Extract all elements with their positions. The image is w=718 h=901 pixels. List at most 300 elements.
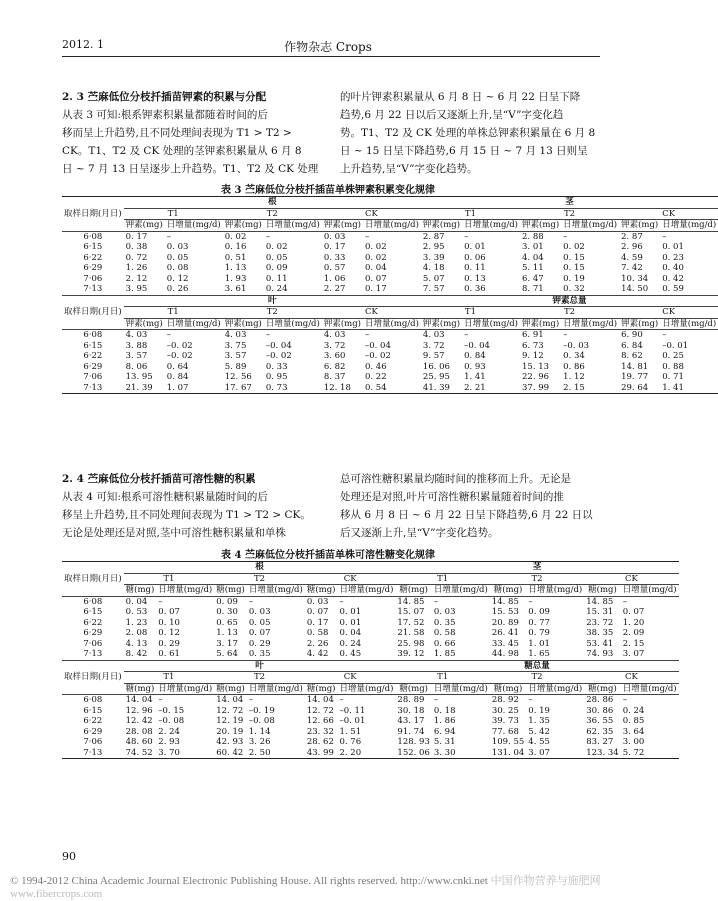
value-cell: 0. 34 bbox=[563, 351, 585, 361]
value-cell: 0. 02 bbox=[364, 242, 387, 252]
table-row bbox=[62, 330, 718, 341]
value-cell: 1. 20 bbox=[622, 617, 645, 628]
table-row bbox=[62, 341, 718, 352]
value-cell: 17. 67 bbox=[224, 382, 252, 393]
value-cell: 60. 42 bbox=[216, 747, 244, 758]
treatment-header: T1 bbox=[124, 307, 223, 319]
value-cell: – bbox=[622, 596, 627, 607]
treatment-header: T2 bbox=[490, 573, 584, 585]
value-cell: 22. 96 bbox=[522, 372, 550, 382]
column-header: 钾素(mg) bbox=[422, 220, 461, 230]
treatment-header: CK bbox=[305, 573, 396, 585]
table-row bbox=[62, 695, 679, 706]
text-line: 总可溶性糖积累量均随时间的推移而上升。无论是 bbox=[340, 473, 571, 485]
value-cell: –0. 11 bbox=[339, 705, 366, 716]
column-header: 日增量(mg/d) bbox=[364, 220, 419, 230]
column-header: 糖(mg) bbox=[306, 683, 336, 694]
text-line: 日 ~ 15 日呈下降趋势,6 月 15 日 ~ 7 月 13 日则呈 bbox=[340, 145, 588, 157]
value-cell: 4. 03 bbox=[323, 330, 346, 340]
column-header: 日增量(mg/d) bbox=[158, 683, 213, 694]
table-row bbox=[62, 748, 679, 759]
value-cell: –0. 19 bbox=[248, 705, 275, 716]
column-header: 日增量(mg/d) bbox=[166, 318, 221, 329]
table-row bbox=[62, 706, 679, 717]
value-cell: 9. 12 bbox=[522, 351, 544, 361]
value-cell: 0. 12 bbox=[166, 273, 189, 284]
column-header: 钾素(mg) bbox=[224, 318, 262, 329]
value-cell: 4. 03 bbox=[224, 330, 247, 340]
value-cell: 0. 02 bbox=[265, 242, 288, 252]
table-row bbox=[62, 727, 679, 738]
value-cell: 14. 50 bbox=[621, 284, 649, 294]
value-cell: 0. 93 bbox=[464, 361, 486, 372]
value-cell: 1. 41 bbox=[662, 382, 684, 393]
value-cell: 36. 55 bbox=[586, 716, 614, 726]
value-cell: 4. 04 bbox=[522, 252, 544, 263]
value-cell: 12. 18 bbox=[323, 382, 351, 393]
column-header: 日增量(mg/d) bbox=[433, 585, 488, 595]
footer bbox=[10, 872, 656, 900]
value-cell: 0. 64 bbox=[166, 361, 189, 372]
value-cell: 0. 24 bbox=[339, 638, 362, 649]
value-cell: 1. 51 bbox=[339, 726, 362, 737]
value-cell: 0. 95 bbox=[265, 372, 288, 382]
treatment-header: CK bbox=[584, 573, 678, 585]
column-header: 钾素(mg) bbox=[422, 318, 461, 329]
text-line: 从表 3 可知:根系钾素积累量都随着时间的后 bbox=[62, 109, 268, 121]
value-cell: 2. 21 bbox=[464, 382, 486, 393]
treatment-header: CK bbox=[322, 307, 421, 319]
column-header: 糖(mg) bbox=[216, 585, 245, 595]
table-row bbox=[62, 372, 718, 383]
value-cell: 7. 42 bbox=[621, 263, 643, 273]
column-header: 日增量(mg/d) bbox=[166, 220, 221, 230]
group-header: 茎 bbox=[395, 562, 678, 574]
date-cell: 7·06 bbox=[83, 273, 103, 284]
value-cell: 0. 45 bbox=[339, 649, 362, 659]
table-row bbox=[62, 253, 718, 264]
value-cell: 17. 52 bbox=[397, 617, 425, 628]
date-cell: 6·22 bbox=[83, 716, 103, 726]
value-cell: 43. 99 bbox=[306, 747, 334, 758]
value-cell: 4. 18 bbox=[422, 263, 445, 273]
value-cell: –0. 02 bbox=[364, 351, 391, 361]
value-cell: 0. 16 bbox=[224, 242, 247, 252]
value-cell: 109. 55 bbox=[491, 737, 525, 747]
value-cell: 0. 13 bbox=[464, 273, 486, 284]
value-cell: 28. 86 bbox=[586, 695, 614, 705]
value-cell: 0. 22 bbox=[364, 372, 387, 382]
value-cell: 0. 01 bbox=[464, 242, 486, 252]
value-cell: 0. 09 bbox=[528, 607, 550, 617]
value-cell: 0. 03 bbox=[248, 607, 271, 617]
value-cell: 0. 10 bbox=[158, 617, 180, 628]
column-header: 糖(mg) bbox=[395, 683, 431, 695]
value-cell: – bbox=[528, 596, 533, 607]
text-line: 上升趋势,呈“V”字变化趋势。 bbox=[340, 163, 478, 175]
date-cell: 6·08 bbox=[83, 695, 103, 705]
value-cell: 5. 72 bbox=[622, 747, 645, 758]
value-cell: 0. 19 bbox=[563, 273, 585, 284]
value-cell: 0. 24 bbox=[265, 284, 288, 294]
value-cell: 0. 07 bbox=[306, 607, 329, 617]
table-row bbox=[62, 242, 718, 253]
value-cell: 0. 66 bbox=[433, 638, 456, 649]
value-cell: 0. 09 bbox=[216, 596, 238, 607]
row-label-header: 取样日期(月日) bbox=[64, 307, 122, 317]
date-cell: 6·22 bbox=[83, 617, 103, 628]
value-cell: 3. 26 bbox=[248, 737, 271, 747]
value-cell: 0. 08 bbox=[166, 263, 189, 273]
value-cell: 0. 04 bbox=[364, 263, 387, 273]
value-cell: – bbox=[265, 330, 271, 340]
table-row bbox=[62, 274, 718, 285]
value-cell: 3. 60 bbox=[323, 351, 346, 361]
value-cell: 28. 62 bbox=[306, 737, 334, 747]
value-cell: 28. 89 bbox=[397, 695, 425, 705]
column-header: 钾素(mg) bbox=[621, 220, 659, 230]
column-header: 钾素(mg) bbox=[522, 318, 560, 329]
date-cell: 6·22 bbox=[83, 351, 103, 361]
value-cell: 44. 98 bbox=[491, 649, 519, 659]
value-cell: 2. 12 bbox=[125, 273, 148, 284]
value-cell: 0. 73 bbox=[265, 382, 288, 393]
date-cell: 6·22 bbox=[83, 252, 103, 263]
group-header: 叶 bbox=[124, 660, 396, 672]
column-header: 糖(mg) bbox=[395, 585, 431, 597]
date-cell: 7·13 bbox=[83, 649, 103, 659]
treatment-header: T1 bbox=[124, 208, 223, 220]
value-cell: 2. 27 bbox=[323, 284, 346, 294]
value-cell: 83. 27 bbox=[586, 737, 614, 747]
value-cell: 30. 18 bbox=[397, 705, 425, 716]
value-cell: 0. 17 bbox=[125, 231, 148, 242]
value-cell: 91. 74 bbox=[397, 726, 425, 737]
value-cell: 1. 23 bbox=[125, 617, 148, 628]
value-cell: 131. 04 bbox=[491, 747, 525, 758]
value-cell: 26. 41 bbox=[491, 628, 519, 638]
date-cell: 6·15 bbox=[83, 607, 103, 617]
value-cell: –0. 04 bbox=[364, 340, 391, 351]
value-cell: 25. 95 bbox=[422, 372, 450, 382]
value-cell: – bbox=[622, 695, 627, 705]
date-cell: 6·15 bbox=[83, 340, 103, 351]
value-cell: – bbox=[265, 231, 271, 242]
value-cell: 0. 17 bbox=[364, 284, 387, 294]
value-cell: 6. 73 bbox=[522, 340, 544, 351]
value-cell: 6. 47 bbox=[522, 273, 544, 284]
value-cell: 0. 26 bbox=[166, 284, 189, 294]
value-cell: – bbox=[662, 330, 667, 340]
value-cell: 8. 62 bbox=[621, 351, 643, 361]
text-line: 势。T1、T2 及 CK 处理的单株总钾素积累量在 6 月 8 bbox=[340, 127, 596, 139]
value-cell: 0. 18 bbox=[433, 705, 456, 716]
value-cell: 0. 03 bbox=[166, 242, 189, 252]
value-cell: 2. 24 bbox=[158, 726, 180, 737]
value-cell: 0. 03 bbox=[433, 607, 456, 617]
value-cell: 10. 34 bbox=[621, 273, 649, 284]
value-cell: 15. 13 bbox=[522, 361, 550, 372]
value-cell: 4. 13 bbox=[125, 638, 148, 649]
column-header: 钾素(mg) bbox=[522, 220, 560, 230]
value-cell: – bbox=[166, 330, 172, 340]
value-cell: 2. 08 bbox=[125, 628, 148, 638]
table-3 bbox=[62, 196, 718, 394]
column-header: 钾素(mg) bbox=[323, 318, 361, 329]
value-cell: 1. 35 bbox=[528, 716, 550, 726]
value-cell: 3. 01 bbox=[522, 242, 544, 252]
value-cell: 3. 72 bbox=[422, 340, 445, 351]
value-cell: 0. 01 bbox=[662, 242, 684, 252]
value-cell: 20. 89 bbox=[491, 617, 519, 628]
value-cell: –0. 04 bbox=[464, 340, 490, 351]
value-cell: 62. 35 bbox=[586, 726, 614, 737]
value-cell: 15. 53 bbox=[491, 607, 519, 617]
value-cell: 2. 88 bbox=[522, 231, 544, 242]
value-cell: 0. 42 bbox=[662, 273, 684, 284]
value-cell: –0. 02 bbox=[166, 351, 193, 361]
value-cell: 0. 17 bbox=[323, 242, 346, 252]
value-cell: 16. 06 bbox=[422, 361, 450, 372]
value-cell: 6. 94 bbox=[433, 726, 456, 737]
value-cell: 0. 12 bbox=[158, 628, 180, 638]
column-header: 日增量(mg/d) bbox=[563, 318, 618, 329]
value-cell: 30. 25 bbox=[491, 705, 519, 716]
table-row bbox=[62, 284, 718, 295]
value-cell: 0. 61 bbox=[158, 649, 180, 659]
column-header: 钾素(mg) bbox=[125, 318, 163, 329]
value-cell: – bbox=[248, 596, 254, 607]
treatment-header: CK bbox=[305, 672, 396, 684]
value-cell: 5. 42 bbox=[528, 726, 550, 737]
group-header: 根 bbox=[124, 562, 396, 574]
column-header: 日增量(mg/d) bbox=[622, 683, 677, 694]
column-header: 钾素(mg) bbox=[621, 318, 659, 329]
date-cell: 7·06 bbox=[83, 638, 103, 649]
treatment-header: T1 bbox=[421, 307, 520, 319]
value-cell: 13. 95 bbox=[125, 372, 153, 382]
value-cell: 0. 86 bbox=[563, 361, 585, 372]
footer-link[interactable]: http://www.cnki.net bbox=[400, 875, 488, 887]
date-cell: 7·13 bbox=[83, 747, 103, 758]
text-line: 从表 4 可知:根系可溶性糖积累量随时间的后 bbox=[62, 491, 268, 503]
date-cell: 6·08 bbox=[83, 596, 103, 607]
value-cell: –0. 04 bbox=[265, 340, 292, 351]
date-cell: 7·06 bbox=[83, 737, 103, 747]
treatment-header: T2 bbox=[214, 573, 305, 585]
value-cell: –0. 08 bbox=[158, 716, 185, 726]
treatment-header: T2 bbox=[490, 672, 584, 684]
value-cell: 0. 07 bbox=[364, 273, 387, 284]
table-row bbox=[62, 649, 679, 660]
value-cell: – bbox=[158, 596, 163, 607]
value-cell: 15. 07 bbox=[397, 607, 425, 617]
table-row bbox=[62, 628, 679, 639]
value-cell: 0. 23 bbox=[662, 252, 684, 263]
treatment-header: T2 bbox=[214, 672, 305, 684]
value-cell: 1. 01 bbox=[528, 638, 550, 649]
value-cell: 4. 59 bbox=[621, 252, 643, 263]
value-cell: 0. 07 bbox=[158, 607, 180, 617]
value-cell: – bbox=[433, 695, 439, 705]
watermark: 中国作物营养与施肥网 www.fibercrops.com bbox=[10, 875, 601, 900]
treatment-header: T1 bbox=[395, 672, 489, 684]
value-cell: –0. 02 bbox=[166, 340, 193, 351]
value-cell: 0. 02 bbox=[364, 252, 387, 263]
value-cell: 5. 07 bbox=[422, 273, 445, 284]
value-cell: 8. 42 bbox=[125, 649, 148, 659]
text-line: 移呈上升趋势,且不同处理间表现为 T1 > T2 > CK。 bbox=[62, 509, 311, 521]
table-3-caption: 表 3 苎麻低位分枝扦插苗单株钾素积累变化规律 bbox=[221, 185, 435, 196]
value-cell: 12. 19 bbox=[216, 716, 244, 726]
section-2-3-heading: 2. 3 苎麻低位分枝扦插苗钾素的积累与分配 bbox=[62, 91, 267, 103]
table-row bbox=[62, 737, 679, 748]
value-cell: 12. 72 bbox=[216, 705, 244, 716]
value-cell: 8. 37 bbox=[323, 372, 346, 382]
text-line: 的叶片钾素积累量从 6 月 8 日 ~ 6 月 22 日呈下降 bbox=[340, 91, 581, 103]
group-header: 茎 bbox=[421, 197, 718, 209]
value-cell: 38. 35 bbox=[586, 628, 614, 638]
value-cell: 0. 53 bbox=[125, 607, 148, 617]
value-cell: 1. 13 bbox=[216, 628, 238, 638]
value-cell: 2. 09 bbox=[622, 628, 645, 638]
value-cell: 21. 58 bbox=[397, 628, 425, 638]
header-rule bbox=[62, 56, 600, 57]
value-cell: 12. 66 bbox=[306, 716, 334, 726]
value-cell: 0. 77 bbox=[528, 617, 550, 628]
date-cell: 6·29 bbox=[83, 263, 103, 273]
text-line: 处理还是对照,叶片可溶性糖积累量随着时间的推 bbox=[340, 491, 564, 503]
value-cell: 8. 06 bbox=[125, 361, 148, 372]
value-cell: 3. 30 bbox=[433, 747, 456, 758]
date-cell: 6·15 bbox=[83, 242, 103, 252]
value-cell: 0. 04 bbox=[125, 596, 148, 607]
value-cell: 0. 79 bbox=[528, 628, 550, 638]
section-2-4-left bbox=[62, 470, 332, 542]
value-cell: 128. 93 bbox=[397, 737, 430, 747]
value-cell: 0. 11 bbox=[265, 273, 288, 284]
column-header: 糖(mg) bbox=[490, 585, 526, 597]
value-cell: 0. 29 bbox=[248, 638, 271, 649]
value-cell: 1. 65 bbox=[528, 649, 550, 659]
value-cell: 1. 14 bbox=[248, 726, 271, 737]
group-header: 钾素总量 bbox=[421, 295, 718, 307]
value-cell: 1. 86 bbox=[433, 716, 456, 726]
column-header: 日增量(mg/d) bbox=[528, 585, 583, 595]
value-cell: 1. 41 bbox=[464, 372, 486, 382]
value-cell: – bbox=[563, 330, 568, 340]
value-cell: 28. 92 bbox=[491, 695, 519, 705]
column-header: 日增量(mg/d) bbox=[464, 318, 519, 329]
column-header: 日增量(mg/d) bbox=[265, 318, 320, 329]
section-2-4-right bbox=[340, 470, 602, 542]
value-cell: 0. 71 bbox=[662, 372, 684, 382]
value-cell: 0. 02 bbox=[224, 231, 247, 242]
treatment-header: T2 bbox=[520, 307, 619, 319]
row-label-header: 取样日期(月日) bbox=[64, 573, 122, 584]
value-cell: 3. 72 bbox=[323, 340, 346, 351]
value-cell: 2. 15 bbox=[563, 382, 585, 393]
table-row bbox=[62, 231, 718, 242]
value-cell: 0. 07 bbox=[248, 628, 271, 638]
value-cell: 5. 89 bbox=[224, 361, 247, 372]
column-header: 日增量(mg/d) bbox=[662, 220, 717, 230]
table-row bbox=[62, 716, 679, 727]
value-cell: 0. 84 bbox=[464, 351, 486, 361]
column-header: 钾素(mg) bbox=[224, 220, 262, 230]
value-cell: 0. 72 bbox=[125, 252, 148, 263]
value-cell: 39. 73 bbox=[491, 716, 519, 726]
value-cell: 12. 72 bbox=[306, 705, 334, 716]
value-cell: 3. 70 bbox=[158, 747, 180, 758]
column-header: 糖(mg) bbox=[306, 585, 336, 595]
text-line: 移从 6 月 8 日 ~ 6 月 22 日呈下降趋势,6 月 22 日以 bbox=[340, 509, 593, 521]
value-cell: 0. 76 bbox=[339, 737, 362, 747]
value-cell: 0. 02 bbox=[563, 242, 585, 252]
date-cell: 7·13 bbox=[83, 284, 103, 294]
value-cell: – bbox=[528, 695, 533, 705]
date-cell: 6·08 bbox=[83, 231, 103, 242]
value-cell: 0. 05 bbox=[265, 252, 288, 263]
value-cell: 0. 33 bbox=[265, 361, 288, 372]
value-cell: – bbox=[364, 231, 370, 242]
column-header: 糖(mg) bbox=[584, 585, 620, 597]
value-cell: 0. 09 bbox=[265, 263, 288, 273]
table-row bbox=[62, 362, 718, 373]
table-row bbox=[62, 383, 718, 394]
table-row bbox=[62, 607, 679, 618]
value-cell: 0. 57 bbox=[323, 263, 346, 273]
date-cell: 6·08 bbox=[83, 330, 103, 340]
value-cell: 14. 85 bbox=[491, 596, 519, 607]
column-header: 糖(mg) bbox=[584, 683, 620, 695]
text-line: 无论是处理还是对照,茎中可溶性糖积累量和单株 bbox=[62, 527, 286, 539]
value-cell: 43. 17 bbox=[397, 716, 425, 726]
value-cell: 0. 25 bbox=[662, 351, 684, 361]
value-cell: 2. 26 bbox=[306, 638, 329, 649]
value-cell: 3. 61 bbox=[224, 284, 247, 294]
value-cell: 0. 35 bbox=[248, 649, 271, 659]
value-cell: 0. 15 bbox=[563, 263, 585, 273]
value-cell: 3. 07 bbox=[528, 747, 550, 758]
value-cell: – bbox=[464, 231, 469, 242]
value-cell: 0. 85 bbox=[622, 716, 645, 726]
value-cell: 3. 64 bbox=[622, 726, 645, 737]
value-cell: 2. 87 bbox=[422, 231, 445, 242]
page-number: 90 bbox=[62, 850, 76, 863]
value-cell: 37. 99 bbox=[522, 382, 550, 393]
column-header: 糖(mg) bbox=[490, 683, 526, 695]
value-cell: 0. 29 bbox=[158, 638, 180, 649]
column-header: 糖(mg) bbox=[216, 683, 245, 694]
value-cell: 6. 91 bbox=[522, 330, 544, 340]
treatment-header: T2 bbox=[223, 208, 322, 220]
column-header: 日增量(mg/d) bbox=[248, 585, 303, 595]
value-cell: 29. 64 bbox=[621, 382, 649, 393]
column-header: 日增量(mg/d) bbox=[464, 220, 519, 230]
value-cell: – bbox=[563, 231, 568, 242]
value-cell: 2. 96 bbox=[621, 242, 643, 252]
value-cell: 8. 71 bbox=[522, 284, 544, 294]
value-cell: 42. 93 bbox=[216, 737, 244, 747]
value-cell: 152. 06 bbox=[397, 747, 430, 758]
treatment-header: CK bbox=[619, 307, 718, 319]
value-cell: 14. 85 bbox=[586, 596, 614, 607]
date-cell: 6·15 bbox=[83, 705, 103, 716]
value-cell: 77. 68 bbox=[491, 726, 519, 737]
column-header: 糖(mg) bbox=[125, 585, 155, 595]
group-header: 根 bbox=[124, 197, 421, 209]
